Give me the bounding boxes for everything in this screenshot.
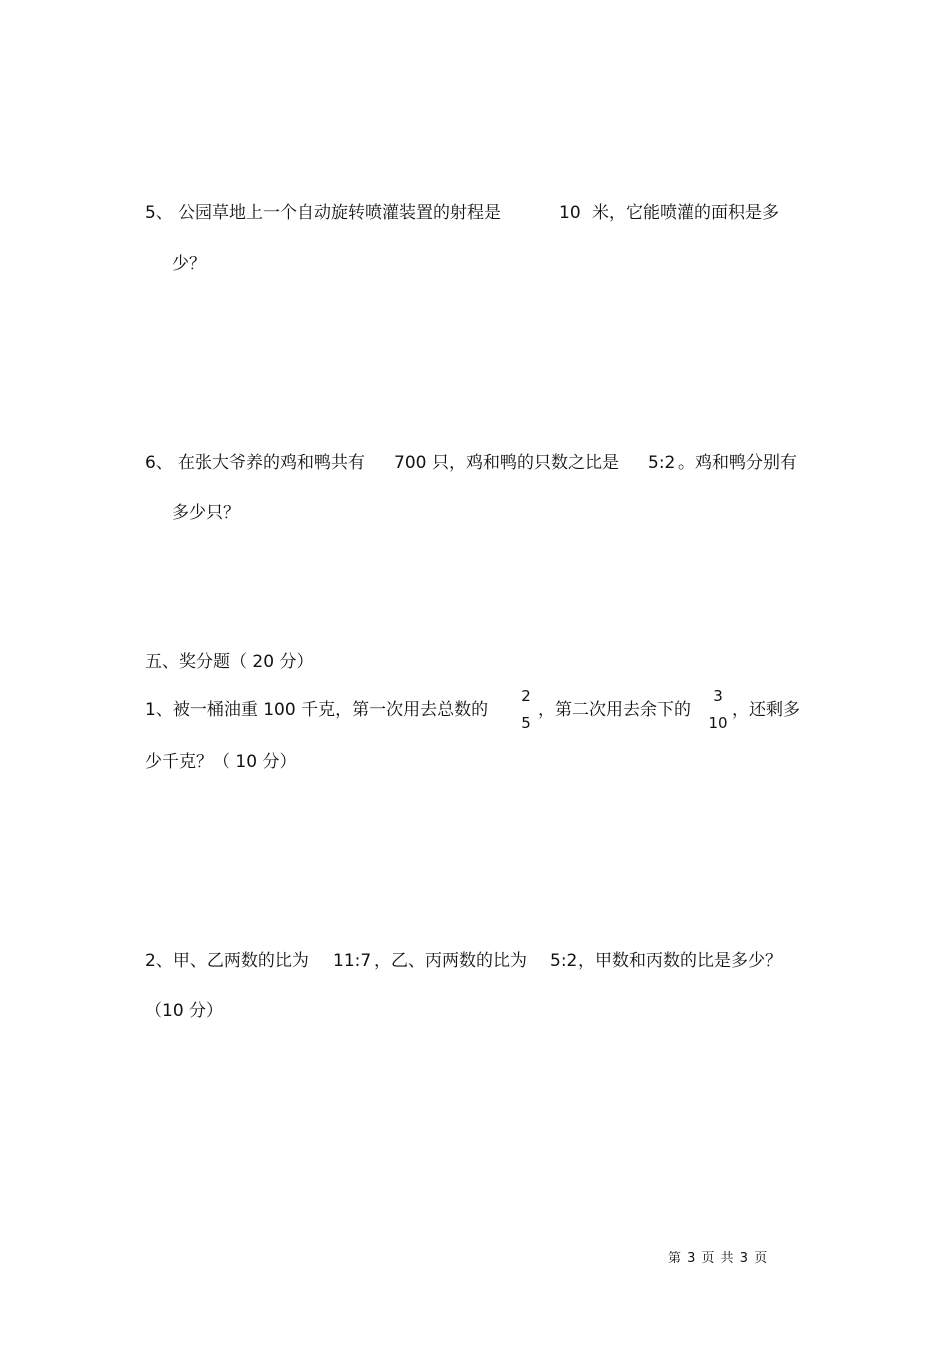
fraction-denominator: 5: [521, 714, 531, 732]
b1-text-part3: ，还剩多: [732, 700, 800, 720]
b2-value-ratio2: 5:2: [550, 951, 578, 971]
b2-text-line2: （10 分）: [145, 1001, 224, 1021]
q6-value-total: 700: [394, 453, 427, 473]
b1-text-part1: 1、被一桶油重 100 千克，第一次用去总数的: [145, 700, 489, 720]
fraction-denominator: 10: [708, 714, 728, 732]
b2-text-part1: 2、甲、乙两数的比为: [145, 951, 309, 971]
q5-text-part2: 米，它能喷灌的面积是多: [592, 203, 779, 223]
q6-number: 6、: [145, 453, 173, 473]
page-number: 第 3 页 共 3 页: [668, 1251, 769, 1266]
q5-value-range: 10: [559, 203, 581, 223]
q6-text-part2: 只，鸡和鸭的只数之比是: [432, 453, 619, 473]
q5-text-part1: 公园草地上一个自动旋转喷灌装置的射程是: [178, 203, 501, 223]
q5-number: 5、: [145, 203, 173, 223]
fraction-two-fifths: [514, 689, 538, 731]
b1-text-line2: 少千克？（ 10 分）: [145, 752, 297, 772]
b1-text-part2: ，第二次用去余下的: [538, 700, 691, 720]
fraction-numerator: 3: [713, 687, 723, 705]
q6-value-ratio: 5:2: [648, 453, 676, 473]
section-heading: 五、奖分题（ 20 分）: [145, 652, 314, 672]
b2-text-part3: ，甲数和丙数的比是多少？: [578, 951, 782, 971]
b2-text-part2: ，乙、丙两数的比为: [374, 951, 527, 971]
fraction-three-tenths: [706, 689, 730, 731]
fraction-numerator: 2: [521, 687, 531, 705]
q5-text-line2: 少？: [172, 254, 206, 274]
q6-text-line2: 多少只？: [172, 503, 240, 523]
q6-text-part1: 在张大爷养的鸡和鸭共有: [178, 453, 365, 473]
b2-value-ratio1: 11:7: [333, 951, 372, 971]
q6-text-part3: 。鸡和鸭分别有: [678, 453, 797, 473]
